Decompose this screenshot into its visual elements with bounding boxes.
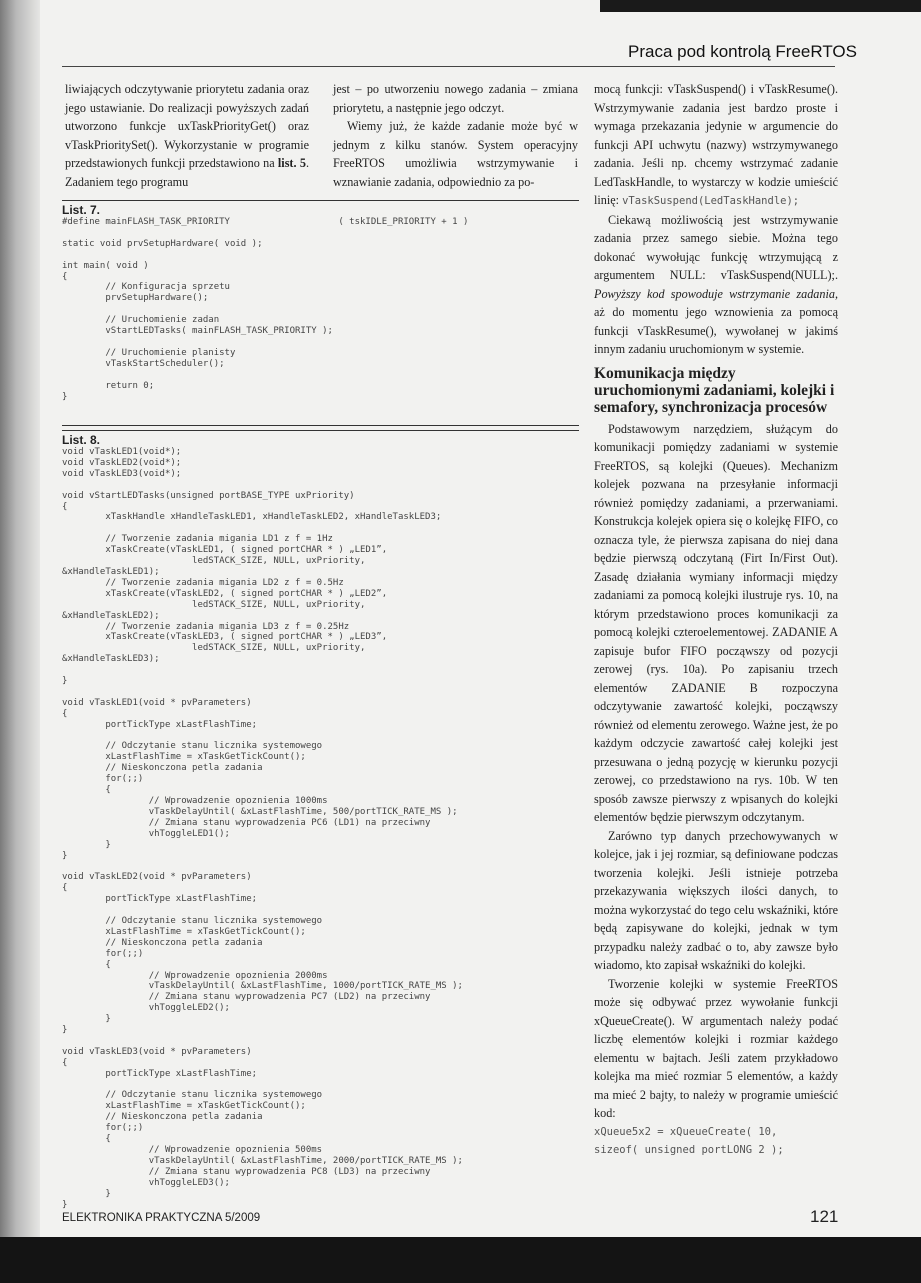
- paragraph: Podstawowym narzędziem, służącym do komunikacji pomiędzy zadaniami w systemie FreeRTOS, są kolejki (Queues). Mechanizm kolejek pozwana na przesyłanie informacji również pomiędzy zadaniami, a przerwaniami. Konstrukcja kolejek opiera się o kolejkę FIFO, co oznacza tyle, że pierwsza zapisana do niej dana będzie pierwszą odczytaną (Firt In/First Out). Zasadę działania wymiany informacji między zadaniami za pomocą kolejki ilustruje rys. 10, na którym przedstawiono proces komunikacji za pomocą kolejki czteroelementowej. ZADANIE A zapisuje bufor FIFO począwszy od pozycji zerowej (rys. 10a). Po zapisaniu trzech elementów ZADANIE B rozpoczyna odczytywanie zawartość kolejki, począwszy również od elementu zerowego. Ważne jest, że po każdym odczycie zawartość całej kolejki jest przesuwana o jedną pozycję w kierunku pozycji zerowej, co przedstawiono na rys. 10b. W ten sposób zawsze pierwszy z wpisanych do kolejki elementów będzie pierwszym odczytanym.: [594, 421, 838, 824]
- paragraph-text: aż do momentu jego wznowienia za pomocą funkcji vTaskResume(), wywołanej w jakimś innym zadaniu uruchomionym w systemie.: [594, 305, 838, 356]
- paragraph-text: Ciekawą możliwością jest wstrzymywanie zadania przez samego siebie. Można tego dokonać wywołując funkcję wtrzymującą z argumentem NULL: vTaskSuspend(NULL);.: [594, 212, 838, 282]
- column-2: [333, 80, 578, 191]
- listing-8: [62, 430, 579, 1219]
- bottom-edge-bar: [0, 1237, 921, 1283]
- paragraph-text: liwiających odczytywanie priorytetu zadania oraz jego ustawianie. Do realizacji powyższych zadań utworzono funkcje uxTaskPriorityGet() oraz vTaskPrioritySet(). Wykorzystanie w programie przedstawionych funkcji przedstawiono na: [65, 82, 309, 170]
- paragraph: jest – po utworzeniu nowego zadania – zmiana priorytetu, a następnie jego odczyt.: [333, 82, 578, 115]
- paragraph: Wiemy już, że każde zadanie może być w jednym z kilku stanów. System operacyjny FreeRTOS umożliwia wstrzymywanie i wznawianie zadania, odpowiednio za po-: [333, 119, 578, 189]
- listing-title: List. 7.: [62, 203, 101, 217]
- inline-code: vTaskSuspend(LedTaskHandle);: [622, 195, 800, 207]
- header-rule: [62, 66, 835, 67]
- paragraph: Tworzenie kolejki w systemie FreeRTOS może się odbywać przez wywołanie funkcji xQueueCreate(). W argumentach należy podać liczbę elementów kolejki i rozmiar każdego elementu w bajtach. Jeśli zatem przykładowo kolejka ma mieć rozmiar 5 elementów, a każdy ma mieć 2 bajty, to należy w programie umieścić kod:: [594, 976, 838, 1120]
- section-title: Komunikacja między uruchomionymi zadaniami, kolejki i semafory, synchronizacja procesów: [594, 364, 835, 416]
- column-1: [65, 80, 309, 191]
- paragraph: [594, 80, 838, 211]
- magazine-name: ELEKTRONIKA PRAKTYCZNA 5/2009: [62, 1212, 261, 1224]
- top-edge-bar: [600, 0, 921, 12]
- listing-7: [62, 200, 579, 426]
- paragraph: Zarówno typ danych przechowywanych w kolejce, jak i jej rozmiar, są definiowane podczas tworzenia kolejki. Jeśli istnieje potrzeba przekazywania większych ilości danych, to można wykorzystać do tego celu wskaźniki, które będą zapisywane do kolejki, jednak w tym przypadku należy zadbać o to, aby zawsze było wiadomo, kto zapisał wskaźniki do kolejki.: [594, 828, 838, 972]
- binding-shadow: [0, 0, 40, 1283]
- paragraph: [65, 80, 309, 191]
- listing-reference: list. 5: [277, 156, 306, 170]
- italic-text: Powyższy kod spowoduje wstrzymanie zadania,: [594, 286, 838, 301]
- paragraph-text: . Zadaniem tego programu: [65, 156, 309, 189]
- inline-code: xQueue5x2 = xQueueCreate( 10, sizeof( unsigned portLONG 2 );: [594, 1125, 784, 1156]
- page-number: 121: [810, 1207, 839, 1226]
- code-block: #define mainFLASH_TASK_PRIORITY ( tskIDLE_PRIORITY + 1 ) static void prvSetupHardware( void ); int main( void ) { // Konfiguracja sprzetu prvSetupHardware(); // Uruchomienie zadan vStartLEDTasks( mainFLASH_TASK_PRIORITY ); // Uruchomienie planisty vTaskStartScheduler(); return 0; }: [62, 217, 469, 402]
- paragraph-text: mocą funkcji: vTaskSuspend() i vTaskResume(). Wstrzymywanie zadania jest bardzo proste i wymaga przekazania jedynie w argumencie do funkcji API uchwytu (nazwy) wstrzymywanego zadania. Jeśli np. chcemy wstrzymać zadanie LedTaskHandle, to wystarczy w kodzie umieścić linię:: [594, 82, 838, 207]
- running-title: Praca pod kontrolą FreeRTOS: [628, 42, 857, 61]
- code-block: void vTaskLED1(void*); void vTaskLED2(void*); void vTaskLED3(void*); void vStartLEDTasks(unsigned portBASE_TYPE uxPriority) { xTaskHandle xHandleTaskLED1, xHandleTaskLED2, xHandleTaskLED3; // Tworzenie zadania migania LD1 z f = 1Hz xTaskCreate(vTaskLED1, ( signed portCHAR * ) „LED1”, ledSTACK_SIZE, NULL, uxPriority, &xHandleTaskLED1); // Tworzenie zadania migania LD2 z f = 0.5Hz xTaskCreate(vTaskLED2, ( signed portCHAR * ) „LED2”, ledSTACK_SIZE, NULL, uxPriority, &xHandleTaskLED2); // Tworzenie zadania migania LD3 z f = 0.25Hz xTaskCreate(vTaskLED3, ( signed portCHAR * ) „LED3”, ledSTACK_SIZE, NULL, uxPriority, &xHandleTaskLED3); } void vTaskLED1(void * pvParameters) { portTickType xLastFlashTime; // Odczytanie stanu licznika systemowego xLastFlashTime = xTaskGetTickCount(); // Nieskonczona petla zadania for(;;) { // Wprowadzenie opoznienia 1000ms vTaskDelayUntil( &xLastFlashTime, 500/portTICK_RATE_MS ); // Zmiana stanu wyprowadzenia PC6 (LD1) na przeciwny vhToggleLED1(); } } void vTaskLED2(void * pvParameters) { portTickType xLastFlashTime; // Odczytanie stanu licznika systemowego xLastFlashTime = xTaskGetTickCount(); // Nieskonczona petla zadania for(;;) { // Wprowadzenie opoznienia 2000ms vTaskDelayUntil( &xLastFlashTime, 1000/portTICK_RATE_MS ); // Zmiana stanu wyprowadzenia PC7 (LD2) na przeciwny vhToggleLED2(); } } void vTaskLED3(void * pvParameters) { portTickType xLastFlashTime; // Odczytanie stanu licznika systemowego xLastFlashTime = xTaskGetTickCount(); // Nieskonczona petla zadania for(;;) { // Wprowadzenie opoznienia 500ms vTaskDelayUntil( &xLastFlashTime, 2000/portTICK_RATE_MS ); // Zmiana stanu wyprowadzenia PC8 (LD3) na przeciwny vhToggleLED3(); } }: [62, 447, 463, 1210]
- listing-title: List. 8.: [62, 433, 101, 447]
- column-3: [594, 80, 838, 1160]
- paragraph: [594, 211, 838, 359]
